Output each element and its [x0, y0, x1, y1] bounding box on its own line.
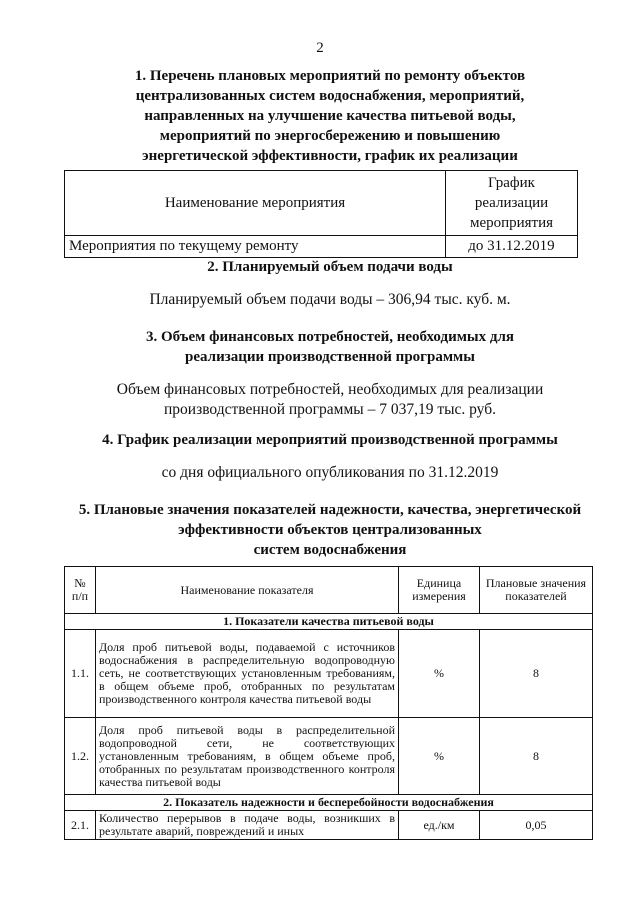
row-number: 2.1. — [65, 811, 96, 840]
table-row — [65, 811, 593, 840]
section-1-title-line: энергетической эффективности, график их реализации — [142, 148, 518, 164]
row-number: 1.1. — [65, 630, 96, 718]
table-group-row — [65, 795, 593, 811]
schedule-header-line: График реализации — [474, 175, 549, 211]
indicator-unit: % — [399, 718, 480, 795]
section-1-title-line: 1. Перечень плановых мероприятий по ремонту объектов — [134, 68, 526, 84]
table-group-row — [65, 614, 593, 630]
table-row — [65, 718, 593, 795]
financial-needs-line: Объем финансовых потребностей, необходимых для реализации — [116, 381, 544, 398]
section-3-title — [40, 327, 620, 367]
indicator-unit: % — [399, 630, 480, 718]
indicators-table-header — [65, 567, 593, 614]
water-supply-volume-text: Планируемый объем подачи воды – 306,94 тыс. куб. м. — [149, 291, 511, 308]
group-1-title: 1. Показатели качества питьевой воды — [65, 614, 593, 630]
num-header: № п/п — [65, 567, 96, 614]
section-5-title-line: систем водоснабжения — [253, 542, 407, 558]
page-number: 2 — [316, 40, 324, 56]
schedule-text: со дня официального опубликования по 31.12.2019 — [161, 464, 499, 481]
section-1-title-line: централизованных систем водоснабжения, мероприятий, — [135, 88, 525, 104]
table-row — [65, 236, 578, 258]
section-1-title-line: мероприятий по энергосбережению и повышению — [159, 128, 501, 144]
indicator-name: Доля проб питьевой воды в распределительной водопроводной сети, не соответствующих установленным требованиям, в общем объеме проб, отобранных по результатам производственного контроля качества питьевой воды — [96, 718, 399, 795]
activity-schedule: до 31.12.2019 — [446, 236, 578, 258]
indicator-name-header: Наименование показателя — [96, 567, 399, 614]
section-5-title-line: эффективности объектов централизованных — [178, 522, 482, 538]
activity-name: Мероприятия по текущему ремонту — [65, 236, 446, 258]
section-2-title: 2. Планируемый объем подачи воды — [207, 259, 453, 275]
financial-needs-line: производственной программы – 7 037,19 тыс. руб. — [164, 401, 496, 418]
activity-schedule-header — [446, 171, 578, 236]
section-5-title-line: 5. Плановые значения показателей надежности, качества, энергетической — [78, 502, 582, 518]
table-row — [65, 630, 593, 718]
section-1-title-line: направленных на улучшение качества питьевой воды, — [144, 108, 516, 124]
activities-table-header — [65, 171, 578, 236]
section-4-title: 4. График реализации мероприятий производственной программы — [102, 432, 558, 448]
indicator-value: 8 — [480, 630, 593, 718]
row-number: 1.2. — [65, 718, 96, 795]
section-5-title — [40, 500, 620, 560]
section-3-title-line: реализации производственной программы — [185, 349, 475, 365]
section-3-title-line: 3. Объем финансовых потребностей, необходимых для — [145, 329, 515, 345]
schedule-header-line: мероприятия — [469, 215, 554, 231]
indicator-name: Доля проб питьевой воды, подаваемой с источников водоснабжения в распределительную водопроводную сеть, не соответствующих установленным требованиям, в общем объеме проб, отобранных по результатам производственного контроля качества питьевой воды — [96, 630, 399, 718]
activities-table — [64, 170, 578, 258]
section-1-title — [40, 66, 620, 166]
indicator-value: 8 — [480, 718, 593, 795]
group-2-title: 2. Показатель надежности и бесперебойности водоснабжения — [65, 795, 593, 811]
activity-name-header: Наименование мероприятия — [65, 171, 446, 236]
planned-value-header: Плановые значения показателей — [480, 567, 593, 614]
indicator-value: 0,05 — [480, 811, 593, 840]
indicator-unit: ед./км — [399, 811, 480, 840]
indicators-table — [64, 566, 593, 840]
financial-needs-text — [40, 380, 620, 420]
indicator-name: Количество перерывов в подаче воды, возникших в результате аварий, повреждений и иных — [96, 811, 399, 840]
unit-header: Единица измерения — [399, 567, 480, 614]
